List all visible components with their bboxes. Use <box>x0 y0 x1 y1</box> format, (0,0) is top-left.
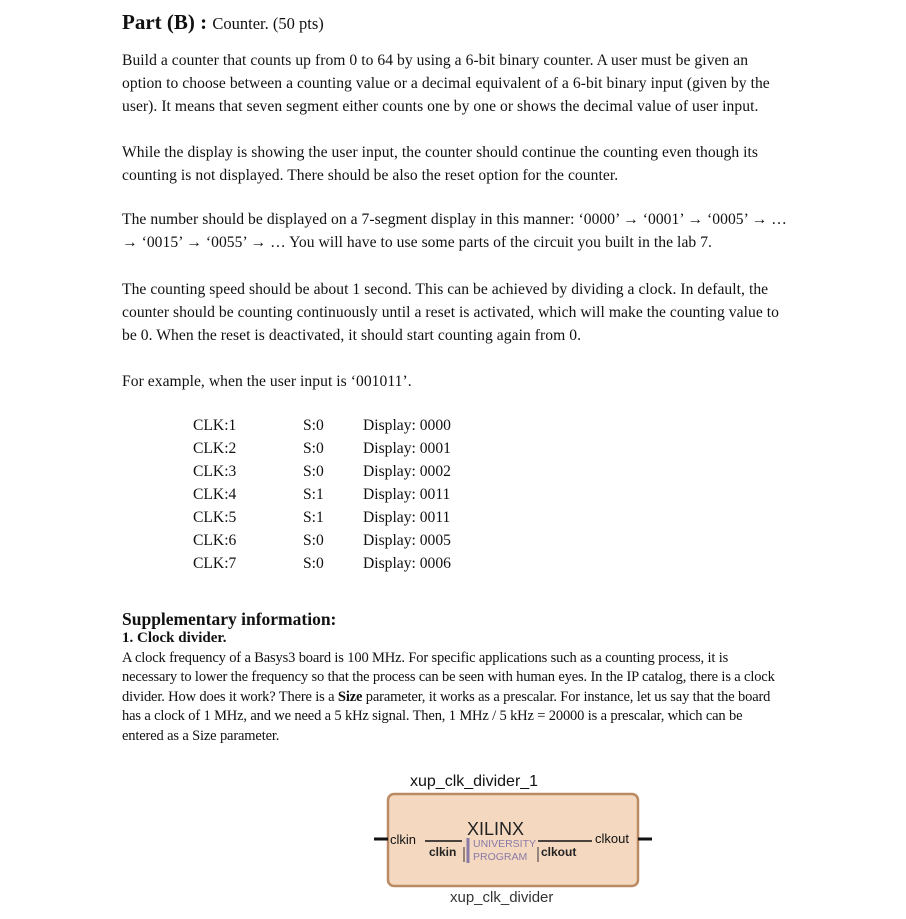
clk-cell: CLK:1 <box>193 417 237 434</box>
s-cell: S:1 <box>303 486 324 503</box>
s-cell: S:0 <box>303 440 324 457</box>
table-row <box>193 483 451 506</box>
section-subtitle: Counter. (50 pts) <box>212 14 324 33</box>
display-cell: Display: 0005 <box>363 532 451 549</box>
module-name-label: xup_clk_divider <box>450 889 554 906</box>
s-cell: S:0 <box>303 417 324 434</box>
text-line: be 0. When the reset is deactivated, it should start counting again from 0. <box>122 327 582 344</box>
paragraph-example-intro <box>122 370 892 393</box>
display-cell: Display: 0011 <box>363 486 451 503</box>
clk-cell: CLK:7 <box>193 555 237 572</box>
logo-line1: UNIVERSITY <box>473 838 537 850</box>
supplementary-heading: Supplementary information: <box>122 609 337 629</box>
text-line: A clock frequency of a Basys3 board is 100 MHz. For specific applications such as a counting process, it is <box>122 650 729 666</box>
text-line: counter should be counting continuously until a reset is activated, which will make the counting value to <box>122 304 780 321</box>
table-row <box>193 529 451 552</box>
paragraph-requirements <box>122 49 892 118</box>
text-line: The counting speed should be about 1 second. This can be achieved by dividing a clock. In default, the <box>122 281 769 298</box>
s-cell: S:0 <box>303 555 324 572</box>
text-line: The number should be displayed on a 7-segment display in this manner: ‘0000’ → ‘0001’ → ‘0005’ → … <box>122 211 787 228</box>
text-line <box>122 688 902 707</box>
text-line: counting is not displayed. There should be also the reset option for the counter. <box>122 167 619 184</box>
table-row <box>193 437 451 460</box>
supplementary-subheading: 1. Clock divider. <box>122 630 227 646</box>
text-line: → ‘0015’ → ‘0055’ → … You will have to use some parts of the circuit you built in the lab 7. <box>122 234 713 251</box>
text-line: has a clock of 1 MHz, and we need a 5 kHz signal. Then, 1 MHz / 5 kHz = 20000 is a prescalar, which can be <box>122 708 743 725</box>
clk-cell: CLK:5 <box>193 509 237 526</box>
example-table <box>193 414 451 575</box>
text-line: option to choose between a counting value or a decimal equivalent of a 6-bit binary input (given by the <box>122 75 770 92</box>
instance-name-label: xup_clk_divider_1 <box>410 773 539 790</box>
display-cell: Display: 0001 <box>363 440 451 457</box>
text-line: user). It means that seven segment either counts one by one or shows the decimal value of user input. <box>122 98 759 115</box>
size-keyword: Size <box>337 688 363 705</box>
table-row <box>193 506 451 529</box>
outer-output-port-label: clkout <box>595 831 629 846</box>
text-line: Build a counter that counts up from 0 to 64 by using a 6-bit binary counter. A user must be given an <box>122 52 749 69</box>
clk-cell: CLK:3 <box>193 463 237 480</box>
text-segment: parameter, it works as a prescalar. For instance, let us say that the board <box>362 688 771 705</box>
table-row <box>193 552 451 575</box>
clk-cell: CLK:4 <box>193 486 237 503</box>
logo-line2: PROGRAM <box>473 851 528 863</box>
s-cell: S:0 <box>303 463 324 480</box>
paragraph-counting-speed <box>122 278 892 347</box>
display-cell: Display: 0011 <box>363 509 451 526</box>
display-cell: Display: 0002 <box>363 463 451 480</box>
section-part: Part (B) : <box>122 10 208 34</box>
display-cell: Display: 0006 <box>363 555 451 572</box>
text-line: For example, when the user input is ‘001011’. <box>122 373 412 390</box>
text-line: necessary to lower the frequency so that the process can be seen with human eyes. In the IP catalog, there is a clock <box>122 669 775 686</box>
s-cell: S:0 <box>303 532 324 549</box>
inner-output-port-label: clkout <box>541 845 577 859</box>
paragraph-display-behavior <box>122 141 892 187</box>
clk-cell: CLK:6 <box>193 532 237 549</box>
paragraph-display-format <box>122 208 892 254</box>
table-row <box>193 460 451 483</box>
text-line: While the display is showing the user input, the counter should continue the counting even though its <box>122 144 759 161</box>
outer-input-port-label: clkin <box>390 832 417 847</box>
supplementary-body <box>122 649 902 746</box>
text-segment: divider. How does it work? There is a <box>122 688 338 705</box>
section-title <box>122 10 324 35</box>
table-row <box>193 414 451 437</box>
logo-main-text: XILINX <box>467 819 525 839</box>
clk-cell: CLK:2 <box>193 440 237 457</box>
inner-input-port-label: clkin <box>429 845 457 859</box>
text-line: entered as a Size parameter. <box>122 727 280 744</box>
clock-divider-diagram <box>370 768 660 918</box>
s-cell: S:1 <box>303 509 324 526</box>
display-cell: Display: 0000 <box>363 417 451 434</box>
